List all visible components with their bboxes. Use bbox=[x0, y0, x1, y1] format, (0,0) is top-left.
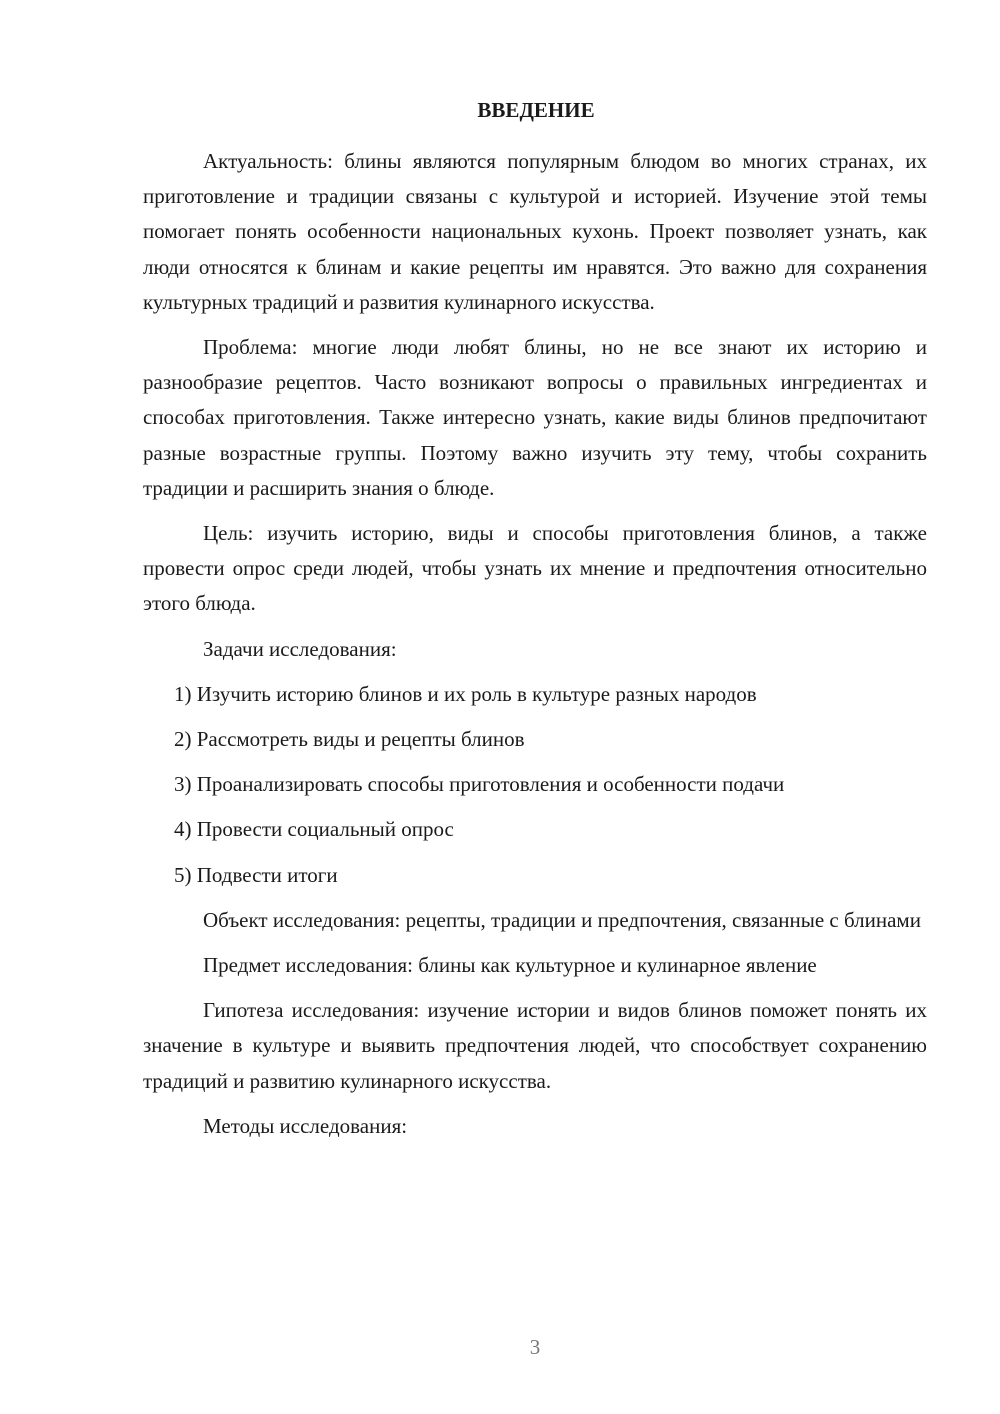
document-page bbox=[143, 95, 927, 1154]
task-item: 3) Проанализировать способы приготовления и особенности подачи bbox=[174, 772, 785, 797]
object-paragraph: Объект исследования: рецепты, традиции и предпочтения, связанные с блинами bbox=[203, 907, 921, 932]
task-item: 1) Изучить историю блинов и их роль в культуре разных народов bbox=[174, 681, 757, 706]
task-item: 5) Подвести итоги bbox=[174, 862, 338, 887]
goal-paragraph: Цель: изучить историю, виды и способы приготовления блинов, а также провести опрос среди людей, чтобы узнать их мнение и предпочтения относительно этого блюда. bbox=[143, 521, 927, 616]
problem-paragraph: Проблема: многие люди любят блины, но не все знают их историю и разнообразие рецептов. Часто возникают вопросы о правильных ингредиентах и способах приготовления. Также интересно узнать, какие виды блинов предпочитают разные возрастные группы. Поэтому важно изучить эту тему, чтобы сохранить традиции и расширить знания о блюде. bbox=[143, 335, 927, 500]
page-number: 3 bbox=[529, 1335, 541, 1359]
task-item: 2) Рассмотреть виды и рецепты блинов bbox=[174, 727, 525, 752]
methods-heading: Методы исследования: bbox=[203, 1113, 408, 1138]
tasks-heading: Задачи исследования: bbox=[203, 636, 397, 661]
subject-paragraph: Предмет исследования: блины как культурное и кулинарное явление bbox=[203, 953, 817, 978]
relevance-paragraph: Актуальность: блины являются популярным блюдом во многих странах, их приготовление и традиции связаны с культурой и историей. Изучение этой темы помогает понять особенности национальных кухонь. Проект позволяет узнать, как люди относятся к блинам и какие рецепты им нравятся. Это важно для сохранения культурных традиций и развития кулинарного искусства. bbox=[143, 149, 927, 314]
page-title: ВВЕДЕНИЕ bbox=[477, 98, 595, 122]
task-item: 4) Провести социальный опрос bbox=[174, 817, 454, 842]
hypothesis-paragraph: Гипотеза исследования: изучение истории и видов блинов поможет понять их значение в культуре и выявить предпочтения людей, что способствует сохранению традиций и развитию кулинарного искусства. bbox=[143, 998, 927, 1093]
tasks-list bbox=[143, 677, 927, 893]
